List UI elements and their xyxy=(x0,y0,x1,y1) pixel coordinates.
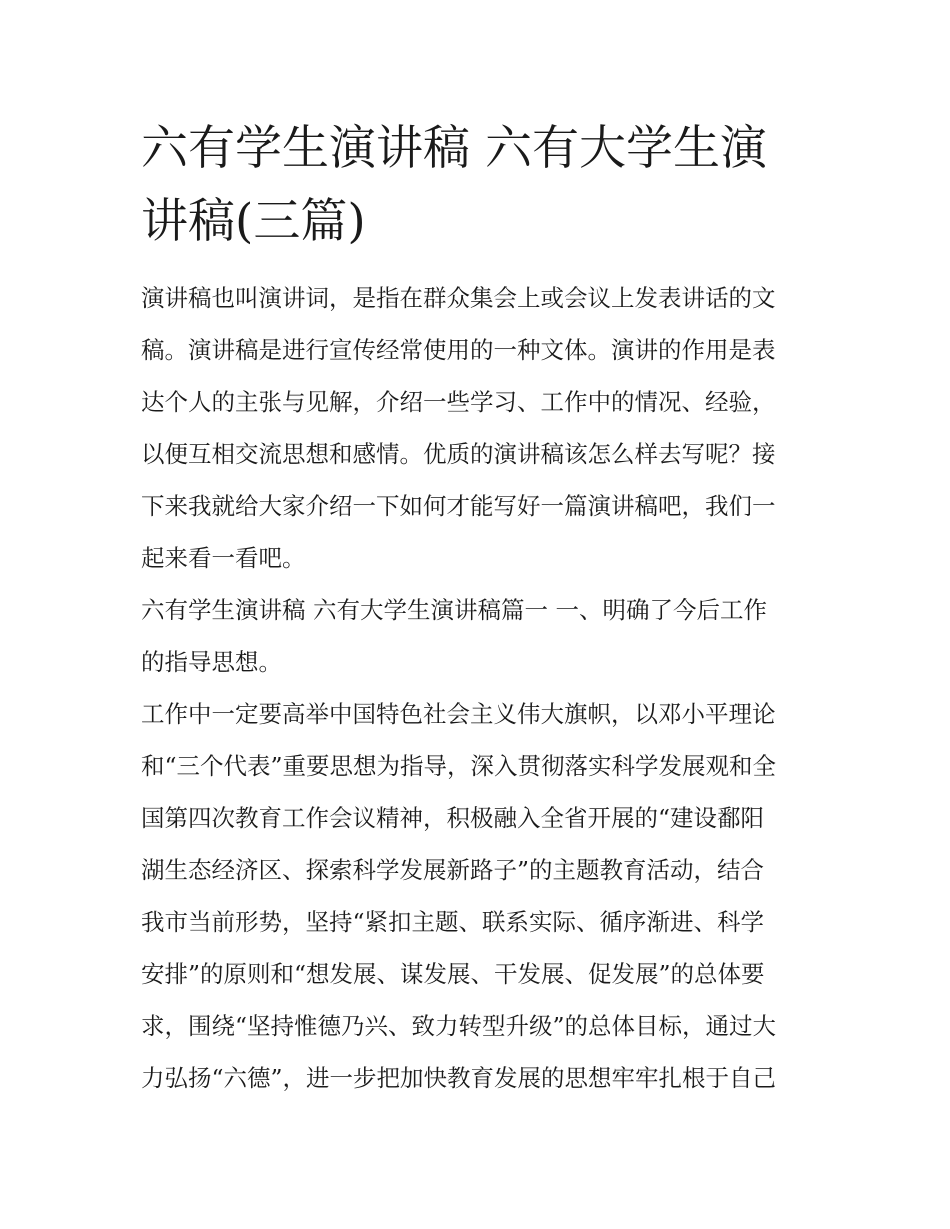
text-line: 工作中一定要高举中国特色社会主义伟大旗帜，以邓小平理论 xyxy=(141,700,776,728)
title-line: 六有学生演讲稿 六有大学生演 xyxy=(141,121,767,176)
text-line: 达个人的主张与见解，介绍一些学习、工作中的情况、经验， xyxy=(141,388,776,416)
text-line: 力弘扬“六德”，进一步把加快教育发展的思想牢牢扎根于自己 xyxy=(141,1064,777,1092)
text-line: 我市当前形势，坚持“紧扣主题、联系实际、循序渐进、科学 xyxy=(141,908,765,936)
title-line: 讲稿(三篇) xyxy=(141,194,366,249)
text-line: 安排”的原则和“想发展、谋发展、干发展、促发展”的总体要 xyxy=(141,960,765,988)
text-line: 稿。演讲稿是进行宣传经常使用的一种文体。演讲的作用是表 xyxy=(141,336,776,364)
text-line: 湖生态经济区、探索科学发展新路子”的主题教育活动，结合 xyxy=(141,856,765,884)
text-line: 的指导思想。 xyxy=(141,648,282,676)
document-page xyxy=(141,112,817,1104)
text-line: 求，围绕“坚持惟德乃兴、致力转型升级”的总体目标，通过大 xyxy=(141,1012,777,1040)
document-body xyxy=(141,272,817,1104)
section-heading-paragraph xyxy=(141,584,817,688)
text-line: 演讲稿也叫演讲词，是指在群众集会上或会议上发表讲话的文 xyxy=(141,284,776,312)
body-paragraph xyxy=(141,688,817,1104)
text-line: 以便互相交流思想和感情。优质的演讲稿该怎么样去写呢？接 xyxy=(141,440,776,468)
document-title xyxy=(141,112,817,258)
text-line: 六有学生演讲稿 六有大学生演讲稿篇一 一、明确了今后工作 xyxy=(141,596,767,624)
text-line: 起来看一看吧。 xyxy=(141,544,306,572)
text-line: 和“三个代表”重要思想为指导，深入贯彻落实科学发展观和全 xyxy=(141,752,777,780)
text-line: 国第四次教育工作会议精神，积极融入全省开展的“建设鄱阳 xyxy=(141,804,765,832)
intro-paragraph xyxy=(141,272,817,584)
text-line: 下来我就给大家介绍一下如何才能写好一篇演讲稿吧，我们一 xyxy=(141,492,776,520)
